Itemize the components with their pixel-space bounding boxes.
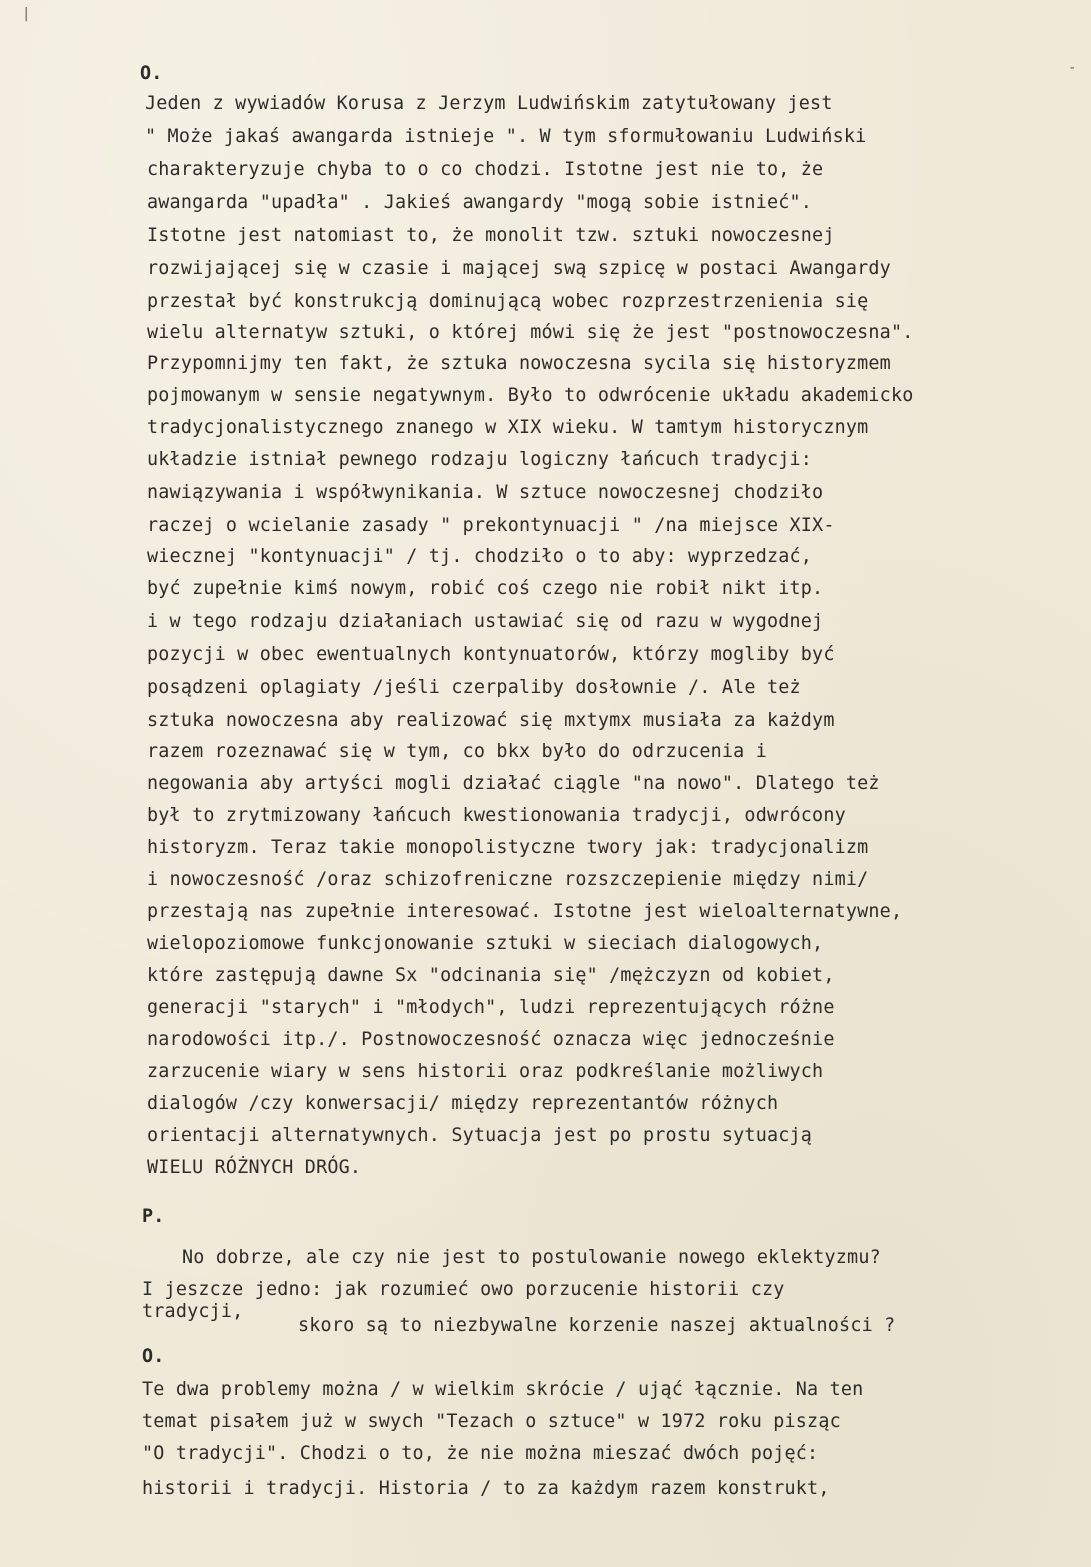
corner-tick-top-left: | xyxy=(22,6,31,22)
section-marker-o-2: O. xyxy=(142,1346,165,1367)
text-line: orientacji alternatywnych. Sytuacja jest po prostu sytuacją xyxy=(147,1125,813,1146)
text-line: raczej o wcielanie zasady " prekontynuacji " /na miejsce XIX- xyxy=(147,515,835,536)
text-line: przestał być konstrukcją dominującą wobec rozprzestrzenienia się xyxy=(147,291,869,312)
text-line: " Może jakaś awangarda istnieje ". W tym sformułowaniu Ludwiński xyxy=(145,126,867,147)
text-line: pojmowanym w sensie negatywnym. Było to odwrócenie układu akademicko xyxy=(147,385,914,406)
text-line: Przypomnijmy ten fakt, że sztuka nowoczesna sycila się historyzmem xyxy=(147,353,891,374)
text-line: Istotne jest natomiast to, że monolit tzw. sztuki nowoczesnej xyxy=(147,225,835,246)
text-line: razem rozeznawać się w tym, co bkx było do odrzucenia i xyxy=(147,741,767,762)
text-line: I jeszcze jedno: jak rozumieć owo porzucenie historii czy xyxy=(142,1279,785,1300)
text-line: generacji "starych" i "młodych", ludzi reprezentujących różne xyxy=(147,997,835,1018)
text-line: nawiązywania i współwynikania. W sztuce nowoczesnej chodziło xyxy=(147,482,824,503)
text-line: sztuka nowoczesna aby realizować się mxtymx musiała za każdym xyxy=(147,710,835,731)
text-line: wielu alternatyw sztuki, o której mówi się że jest "postnowoczesna". xyxy=(147,322,914,343)
text-line: skoro są to niezbywalne korzenie naszej aktualności ? xyxy=(298,1315,896,1336)
text-line: wiecznej "kontynuacji" / tj. chodziło o to aby: wyprzedzać, xyxy=(147,546,813,567)
text-line: temat pisałem już w swych "Tezach o sztuce" w 1972 roku pisząc xyxy=(142,1411,841,1432)
text-line: rozwijającej się w czasie i mającej swą szpicę w postaci Awangardy xyxy=(147,258,891,279)
text-line: WIELU RÓŻNYCH DRÓG. xyxy=(147,1157,362,1178)
section-marker-o: O. xyxy=(140,63,163,84)
text-line: i nowoczesność /oraz schizofreniczne rozszczepienie między nimi/ xyxy=(147,869,869,890)
text-line: Te dwa problemy można / w wielkim skrócie / ująć łącznie. Na ten xyxy=(142,1379,864,1400)
corner-tick-top-right: - xyxy=(1068,60,1077,76)
text-line: negowania aby artyści mogli działać ciągle "na nowo". Dlatego też xyxy=(147,773,880,794)
text-line: Jeden z wywiadów Korusa z Jerzym Ludwińskim zatytułowany jest xyxy=(145,93,833,114)
text-line: zarzucenie wiary w sens historii oraz podkreślanie możliwych xyxy=(147,1061,824,1082)
text-line: narodowości itp./. Postnowoczesność oznacza więc jednocześnie xyxy=(147,1029,835,1050)
text-line: był to zrytmizowany łańcuch kwestionowania tradycji, odwrócony xyxy=(147,805,846,826)
text-line: wielopoziomowe funkcjonowanie sztuki w sieciach dialogowych, xyxy=(147,933,824,954)
text-line: układzie istniał pewnego rodzaju logiczny łańcuch tradycji: xyxy=(147,449,813,470)
text-line: które zastępują dawne Sx "odcinania się" /mężczyzn od kobiet, xyxy=(147,965,835,986)
text-line: historyzm. Teraz takie monopolistyczne twory jak: tradycjonalizm xyxy=(147,837,869,858)
text-line: pozycji w obec ewentualnych kontynuatorów, którzy mogliby być xyxy=(147,644,835,665)
text-line: awangarda "upadła" . Jakieś awangardy "mogą sobie istnieć". xyxy=(147,192,813,213)
text-line: i w tego rodzaju działaniach ustawiać się od razu w wygodnej xyxy=(147,611,824,632)
text-line: No dobrze, ale czy nie jest to postulowanie nowego eklektyzmu? xyxy=(182,1247,881,1268)
text-line: być zupełnie kimś nowym, robić coś czego nie robił nikt itp. xyxy=(147,578,824,599)
text-line: "O tradycji". Chodzi o to, że nie można mieszać dwóch pojęć: xyxy=(142,1443,819,1464)
text-line: historii i tradycji. Historia / to za każdym razem konstrukt, xyxy=(142,1478,830,1499)
text-line: tradycjonalistycznego znanego w XIX wieku. W tamtym historycznym xyxy=(147,417,869,438)
text-line: posądzeni oplagiaty /jeśli czerpaliby dosłownie /. Ale też xyxy=(147,677,801,698)
text-line: charakteryzuje chyba to o co chodzi. Istotne jest nie to, że xyxy=(147,159,824,180)
section-marker-p: P. xyxy=(142,1206,165,1227)
text-line: dialogów /czy konwersacji/ między reprezentantów różnych xyxy=(147,1093,779,1114)
text-line: przestają nas zupełnie interesować. Istotne jest wieloalternatywne, xyxy=(147,901,903,922)
text-line: tradycji, xyxy=(142,1301,244,1322)
